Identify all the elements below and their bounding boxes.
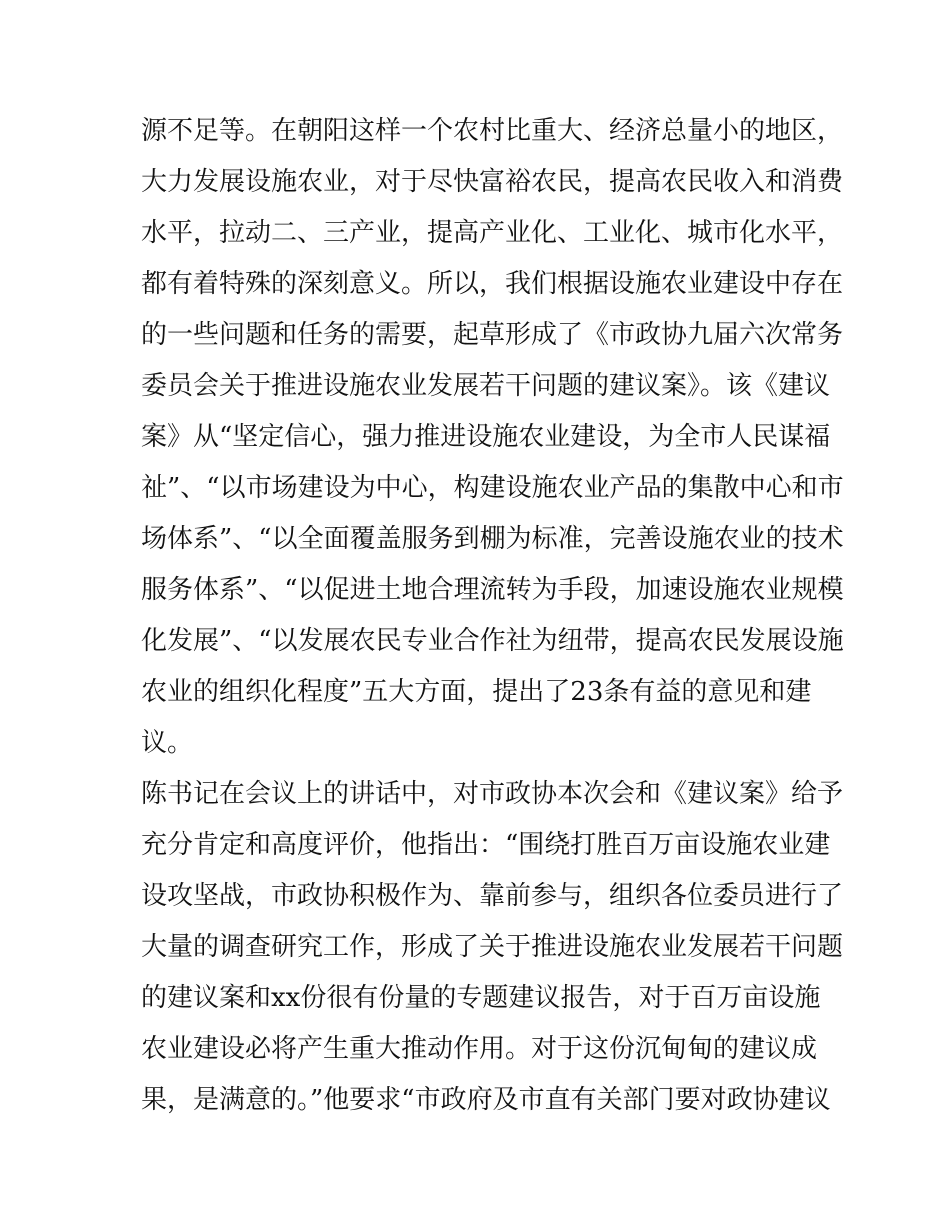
text-line: 大力发展设施农业，对于尽快富裕农民，提高农民收入和消费 (141, 167, 844, 197)
text-line: 陈书记在会议上的讲话中，对市政协本次会和《建议案》给予 (141, 779, 844, 809)
text-line: 祉”、“以市场建设为中心，构建设施农业产品的集散中心和市 (141, 473, 844, 503)
text-line: 议。 (141, 728, 194, 758)
text-line: 设攻坚战，市政协积极作为、靠前参与，组织各位委员进行了 (141, 881, 844, 911)
text-line: 委员会关于推进设施农业发展若干问题的建议案》。该《建议 (141, 371, 831, 401)
text-line: 化发展”、“以发展农民专业合作社为纽带，提高农民发展设施 (141, 626, 844, 656)
text-line: 服务体系”、“以促进土地合理流转为手段，加速设施农业规模 (141, 575, 844, 605)
text-line: 的一些问题和任务的需要，起草形成了《市政协九届六次常务 (141, 320, 844, 350)
text-line: 水平，拉动二、三产业，提高产业化、工业化、城市化水平， (141, 218, 844, 248)
text-line: 案》从“坚定信心，强力推进设施农业建设，为全市人民谋福 (141, 422, 831, 452)
text-line: 源不足等。在朝阳这样一个农村比重大、经济总量小的地区， (141, 116, 844, 146)
text-line: 农业建设必将产生重大推动作用。对于这份沉甸甸的建议成 (141, 1034, 818, 1064)
text-line: 农业的组织化程度”五大方面，提出了23条有益的意见和建 (141, 677, 812, 707)
text-line: 的建议案和xx份很有份量的专题建议报告，对于百万亩设施 (141, 983, 821, 1013)
text-line: 都有着特殊的深刻意义。所以，我们根据设施农业建设中存在 (141, 269, 844, 299)
text-line: 场体系”、“以全面覆盖服务到棚为标准，完善设施农业的技术 (141, 524, 844, 554)
text-line: 充分肯定和高度评价，他指出：“围绕打胜百万亩设施农业建 (141, 830, 831, 860)
text-line: 果，是满意的。”他要求“市政府及市直有关部门要对政协建议 (141, 1085, 831, 1115)
text-line: 大量的调查研究工作，形成了关于推进设施农业发展若干问题 (141, 932, 844, 962)
